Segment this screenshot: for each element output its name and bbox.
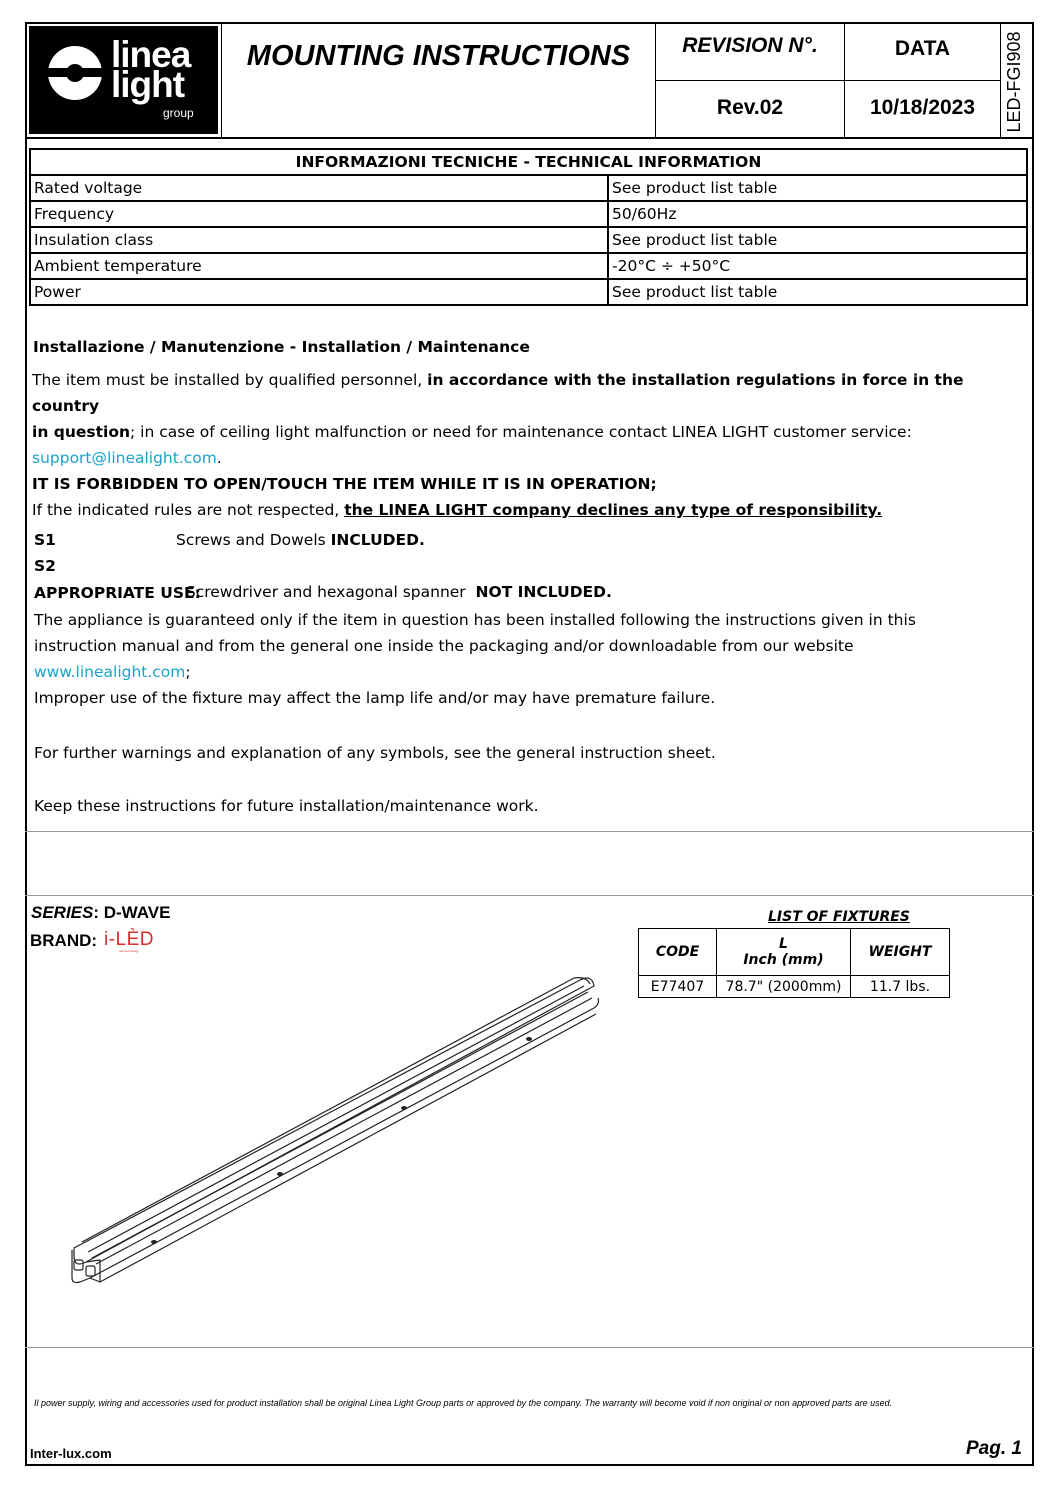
frame-bottom	[25, 1464, 1034, 1466]
table-row	[639, 976, 950, 998]
tech-label: Insulation class	[30, 227, 608, 253]
support-email-link[interactable]: support@linealight.com	[32, 449, 217, 467]
logo-subtitle: group	[163, 106, 194, 120]
fixture-code: E77407	[639, 976, 717, 998]
page-number: Pag. 1	[966, 1438, 1022, 1459]
brand-logo-sub: led technology	[119, 949, 139, 953]
website-link[interactable]: www.linealight.com	[34, 663, 186, 681]
fixture-channel-bottom	[96, 998, 592, 1264]
mount-clip-4	[526, 1037, 532, 1041]
header-bottom-rule	[25, 137, 1034, 139]
series-line	[31, 903, 170, 923]
install-text-bold: in question	[32, 423, 131, 441]
install-text: ; in case of ceiling light malfunction or need for maintenance contact LINEA LIGHT customer service:	[130, 423, 912, 441]
appropriate-use-paragraph	[34, 607, 1024, 711]
fixture-channel-top	[88, 986, 584, 1252]
tech-value: 50/60Hz	[608, 201, 1027, 227]
table-row	[30, 253, 1027, 279]
section-divider	[25, 895, 1034, 896]
appropriate-line-1: The appliance is guaranteed only if the item in question has been installed following the instructions given in this	[34, 611, 916, 629]
tech-value: See product list table	[608, 227, 1027, 253]
series-label: SERIES	[31, 903, 94, 922]
fixtures-table	[638, 928, 950, 998]
s1-code: S1	[34, 531, 56, 549]
website-suffix: ;	[185, 663, 191, 681]
s2-code: S2	[34, 557, 56, 575]
s1-description	[176, 527, 425, 553]
rules-line	[32, 497, 1022, 523]
frame-right	[1032, 22, 1034, 1465]
col-length-unit: Inch (mm)	[743, 952, 824, 968]
doc-code: LED-FGI908	[1004, 31, 1024, 133]
product-drawing	[60, 960, 610, 1290]
mount-clip-3	[401, 1106, 407, 1110]
fixture-lower-rail	[90, 998, 599, 1278]
s1-text: Screws and Dowels	[176, 531, 331, 549]
brand-logo	[29, 26, 218, 134]
s1-status: INCLUDED.	[330, 531, 425, 549]
revision-label: REVISION N°.	[682, 34, 818, 57]
s2-text: Screwdriver and hexagonal spanner	[185, 583, 476, 601]
keep-instructions-line: Keep these instructions for future installation/maintenance work.	[34, 797, 539, 815]
end-cap-slot-2	[86, 1266, 95, 1276]
install-line-2	[32, 419, 1022, 445]
brand-logo-text: i-LÈD	[104, 929, 155, 950]
series-value: : D-WAVE	[93, 903, 171, 922]
forbidden-warning: IT IS FORBIDDEN TO OPEN/TOUCH THE ITEM WHILE IT IS IN OPERATION;	[32, 475, 657, 493]
tech-label: Rated voltage	[30, 175, 608, 201]
col-code-text: CODE	[655, 944, 700, 960]
responsibility-disclaimer: the LINEA LIGHT company declines any type of responsibility.	[344, 501, 883, 519]
tech-label: Frequency	[30, 201, 608, 227]
frame-left	[25, 22, 27, 1465]
brand-logo-iled	[104, 930, 154, 953]
tech-label: Ambient temperature	[30, 253, 608, 279]
improper-use-line: Improper use of the fixture may affect the lamp life and/or may have premature failure.	[34, 689, 716, 707]
install-heading: Installazione / Manutenzione - Installation / Maintenance	[33, 338, 530, 356]
table-row	[30, 279, 1027, 305]
document-title: MOUNTING INSTRUCTIONS	[246, 40, 631, 72]
tech-info-table	[29, 148, 1028, 306]
website-line	[34, 659, 1024, 685]
table-row	[30, 175, 1027, 201]
data-value: 10/18/2023	[869, 96, 976, 119]
section-divider	[25, 831, 1034, 832]
footer-disclaimer: Il power supply, wiring and accessories used for product installation shall be original Linea Light Group parts or approved by the company. The warranty will become void if non original or non approved parts are used.	[34, 1398, 893, 1408]
rules-text: If the indicated rules are not respected,	[32, 501, 345, 519]
tech-value: See product list table	[608, 279, 1027, 305]
tech-value: See product list table	[608, 175, 1027, 201]
fixture-channel-mid	[92, 992, 588, 1258]
section-divider	[25, 1347, 1034, 1348]
install-line-1	[32, 367, 1022, 419]
col-weight-text: WEIGHT	[868, 944, 932, 960]
header-mid-rule	[655, 80, 1001, 81]
logo-wordmark: linea light	[111, 34, 191, 105]
tech-info-heading: INFORMAZIONI TECNICHE - TECHNICAL INFORMATION	[30, 149, 1027, 175]
install-text: The item must be installed by qualified personnel,	[32, 371, 428, 389]
tech-info-heading-row	[30, 149, 1027, 175]
install-paragraph	[32, 367, 1022, 523]
s2-status: NOT INCLUDED.	[475, 583, 612, 601]
fixture-length: 78.7" (2000mm)	[717, 976, 851, 998]
mount-clip-2	[277, 1172, 283, 1176]
brand-label: BRAND:	[30, 931, 98, 950]
fixture-weight: 11.7 lbs.	[851, 976, 950, 998]
table-row	[30, 227, 1027, 253]
logo-emblem-icon	[44, 42, 106, 104]
appropriate-use-heading: APPROPRIATE USE:	[34, 584, 201, 602]
footer-site: Inter-lux.com	[30, 1446, 112, 1461]
fixtures-title: LIST OF FIXTURES	[768, 909, 910, 925]
col-length-header	[717, 929, 851, 976]
install-text-bold: in accordance with the installation regulations in force in the country	[32, 371, 964, 415]
col-weight-header	[851, 929, 950, 976]
tech-value: -20°C ÷ +50°C	[608, 253, 1027, 279]
further-warnings-line: For further warnings and explanation of any symbols, see the general instruction sheet.	[34, 744, 716, 762]
tech-label: Power	[30, 279, 608, 305]
fixtures-header-row	[639, 929, 950, 976]
appropriate-line-2: instruction manual and from the general one inside the packaging and/or downloadable from our website	[34, 637, 854, 655]
frame-top	[25, 22, 1034, 24]
col-code-header	[639, 929, 717, 976]
data-label: DATA	[894, 37, 951, 60]
mount-clip-1	[151, 1240, 157, 1244]
col-length-text: L	[779, 936, 788, 952]
table-row	[30, 201, 1027, 227]
s2-description	[176, 553, 612, 605]
revision-value: Rev.02	[716, 96, 784, 119]
install-line-3: support@linealight.com.	[32, 449, 222, 467]
fixture-lower-edge	[100, 1014, 596, 1282]
fixture-body-outline	[74, 978, 594, 1264]
